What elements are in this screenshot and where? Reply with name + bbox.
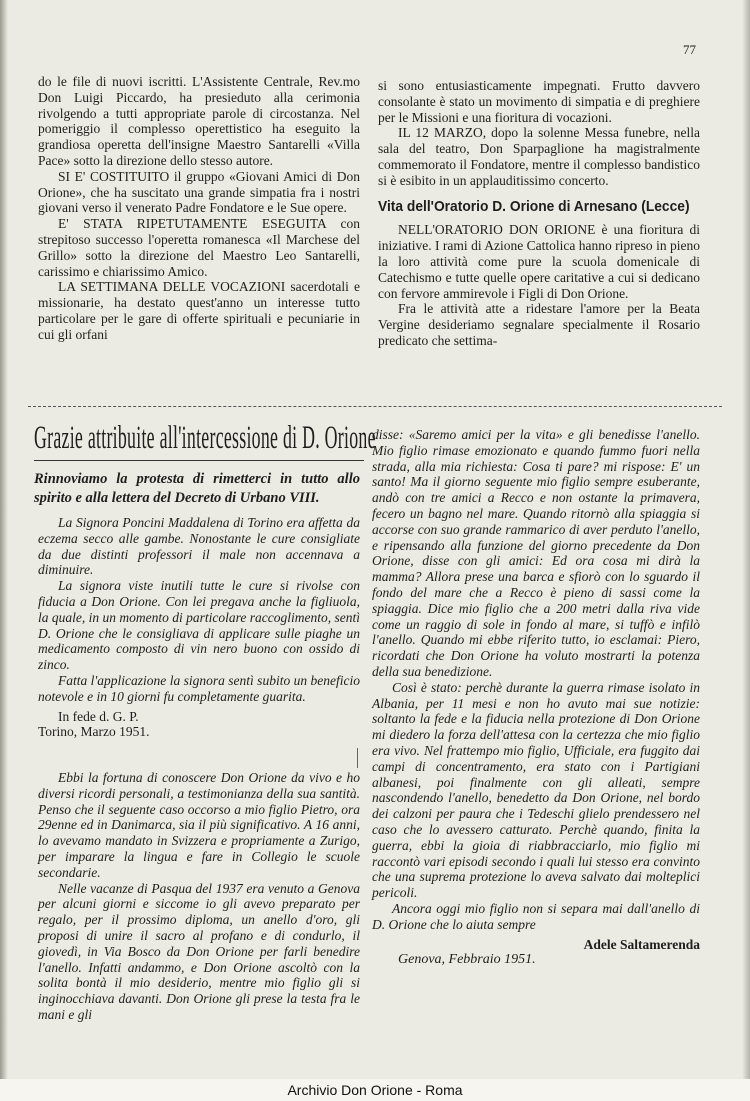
top-right-column	[378, 78, 700, 349]
place-date: Genova, Febbraio 1951.	[398, 952, 536, 968]
paragraph: NELL'ORATORIO DON ORIONE è una fioritura di iniziative. I rami di Azione Cattolica hanno ripreso in pieno la loro attività come pure la scuola domenicale di Catechismo e tutte quelle opere caritative a cui si dedicano con fervore ammirevole i Figli di Don Orione.	[378, 222, 700, 301]
article-title: Grazie attribuite all'intercessione di D. Orione	[34, 420, 376, 456]
paragraph: E' STATA RIPETUTAMENTE ESEGUITA con strepitoso successo l'operetta romanesca «Il Marchese del Grillo» sotto la direzione del Maestro Leo Santarelli, carissimo e chiarissimo Amico.	[38, 216, 360, 279]
paragraph: do le file di nuovi iscritti. L'Assistente Centrale, Rev.mo Don Luigi Piccardo, ha presieduto alla cerimonia rivolgendo a tutti appropriate parole di circostanza. Nel pomeriggio il complesso operettistico ha eseguito la grandiosa operetta dell'insigne Maestro Santarelli «Villa Pace» sotto la direzione dello stesso autore.	[38, 74, 360, 168]
title-underline	[34, 460, 364, 461]
paragraph: Fra le attività atte a ridestare l'amore per la Beata Vergine desideriamo segnalare specialmente il Rosario predicato che settima-	[378, 301, 700, 348]
faith-line: In fede d. G. P.	[58, 708, 139, 724]
paragraph: Fatta l'applicazione la signora sentì subito un beneficio notevole e in 10 giorni fu completamente guarita.	[38, 672, 360, 704]
paragraph: La Signora Poncini Maddalena di Torino era affetta da eczema secco alle gambe. Nonostante le cure consigliate da due distinti professori il male non accennava a diminuire.	[38, 515, 360, 578]
article-intro: Rinnoviamo la protesta di rimetterci in tutto allo spirito e alla lettera del Decreto di Urbano VIII.	[34, 471, 360, 506]
paragraph: SI E' COSTITUITO il gruppo «Giovani Amici di Don Orione», che ha suscitato una grande simpatia fra i nostri giovani verso il venerato Padre Fondatore e le Sue opere.	[38, 168, 360, 216]
page-shadow-left	[0, 0, 8, 1079]
letter-torino	[38, 515, 360, 740]
paragraph: si sono entusiasticamente impegnati. Frutto davvero consolante è stato un movimento di simpatia e di preghiere per le Missioni e una fioritura di vocazioni.	[378, 78, 700, 125]
section-divider	[28, 406, 722, 407]
place-date: Torino, Marzo 1951.	[38, 724, 150, 740]
paragraph: LA SETTIMANA DELLE VOCAZIONI sacerdotali e missionarie, ha destato quest'anno un interesse tutto particolare per le gare di offerte spirituali e pecuniarie in cui gli orfani	[38, 279, 360, 342]
column-mark	[357, 748, 358, 768]
section-heading: Vita dell'Oratorio D. Orione di Arnesano (Lecce)	[378, 197, 690, 215]
paragraph: Ebbi la fortuna di conoscere Don Orione da vivo e ho diversi ricordi personali, a testimonianza della sua santità. Penso che il seguente caso occorso a mio figlio Pietro, ora 29enne ed in Danimarca, sia il più significativo. A 16 anni, lo avevamo mandato in Svizzera e propriamente a Zurigo, per imparare la lingua e fare in Collegio le scuole secondarie.	[38, 770, 360, 880]
paragraph: Così è stato: perchè durante la guerra rimase isolato in Albania, per 11 mesi e non ho avuto mai sue notizie: soltanto la fede e la fiducia nella protezione di Don Orione mi diedero la forza dell'attesa con la certezza che mio figlio era vivo. Nel frattempo mio figlio, Ufficiale, era fuggito dai campi di concentramento, era stato con i Partigiani albanesi, poi finalmente con gli alleati, sempre nascondendo l'anello, benedetto da Don Orione, nel bordo dei calzoni per paura che i Tedeschi glielo prendessero nel caso che lo avessero catturato. Perchè quando, finita la guerra, ebbi la gioia di riabbracciarlo, mio figlio mi raccontò vari episodi secondo i quali lui stesso era convinto che una suprema protezione lo aveva salvato dai molteplici pericoli.	[372, 679, 700, 901]
signature: Adele Saltamerenda	[583, 936, 700, 952]
page-shadow-right	[742, 0, 750, 1079]
letter-genova-continued	[372, 427, 700, 968]
paragraph: IL 12 MARZO, dopo la solenne Messa funebre, nella sala del teatro, Don Sparpaglione ha magistralmente commemorato il Fondatore, mentre il complesso bandistico si è esibito in un applauditissimo concerto.	[378, 125, 700, 188]
archive-footer: Archivio Don Orione - Roma	[0, 1079, 750, 1101]
top-left-column	[38, 74, 360, 343]
paragraph: Ancora oggi mio figlio non si separa mai dall'anello di D. Orione che lo aiuta sempre	[372, 900, 700, 932]
letter-genova-start	[38, 770, 360, 1023]
paragraph: Nelle vacanze di Pasqua del 1937 era venuto a Genova per alcuni giorni e siccome io gli avevo preparato per regalo, per il prossimo diploma, un anello d'oro, gli proposi di unire il sacro al profano e di condurlo, il giovedì, in Via Bosco da Don Orione per farli benedire l'anello. Infatti andammo, e Don Orione ascoltò con la solita bontà il mio desiderio, mentre mio figlio gli si inginocchiava davanti. Don Orione gli prese la testa fra le mani e gli	[38, 880, 360, 1022]
paragraph: La signora viste inutili tutte le cure si rivolse con fiducia a Don Orione. Con lei pregava anche la figliuola, la quale, in un momento di particolare raccoglimento, sentì D. Orione che le consigliava di applicare sulle piaghe un medicamento composto di vin nero buono con ossido di zinco.	[38, 578, 360, 673]
paragraph: disse: «Saremo amici per la vita» e gli benedisse l'anello. Mio figlio rimase emozionato e quando fummo fuori nella strada, alla mia richiesta: Cosa ti pare? mi rispose: E' un santo! Ma il giorno seguente mio figlio sempre esuberante, andò con tre amici a Recco e non ostante la primavera, fecero un bagno nel mare. Quando ritornò alla spiaggia si accorse con suo grande rammarico di aver perduto l'anello, e ripensando alla funzione del giorno precedente da Don Orione, disse con gli amici: Ed ora cosa mi dirà la mamma? Allora prese una barca e sfiorò con lo sguardo il fondo del mare che a Recco è pieno di sassi come la spiaggia. Dice mio figlio che a 200 metri dalla riva vide come un raggio di sole in fondo al mare, si tuffò e infilò l'anello. Quando mi ebbe riferito tutto, io esclamai: Piero, ricordati che Don Orione ha voluto mostrarti la potenza della sua benedizione.	[372, 427, 700, 679]
page-number: 77	[683, 42, 696, 57]
